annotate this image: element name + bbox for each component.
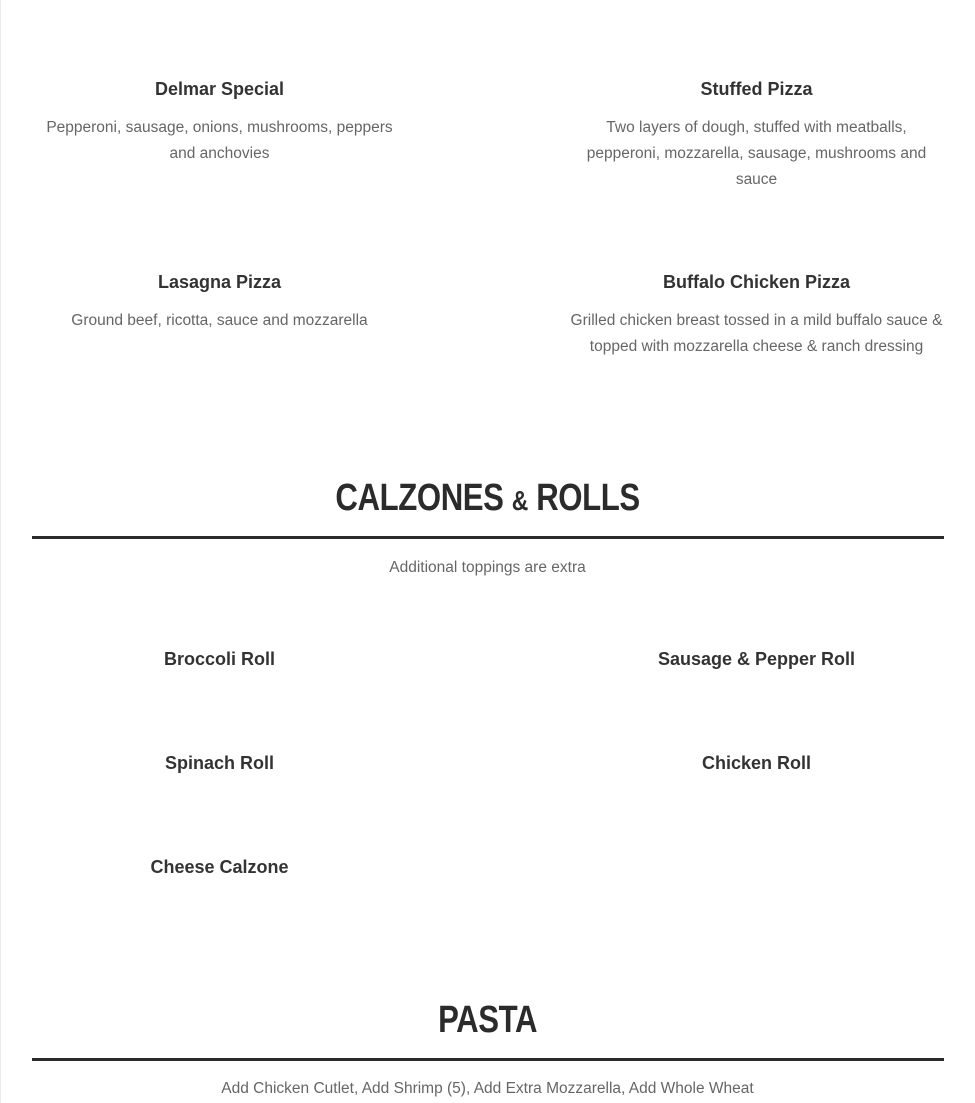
menu-item-delmar-special [32,78,407,167]
menu-item-name: Lasagna Pizza [157,272,282,292]
menu-item-stuffed-pizza [568,78,945,193]
menu-item-description: Grilled chicken breast tossed in a mild buffalo sauce & topped with mozzarella cheese & ranch dressing [570,312,943,355]
section-title-calzones-rolls [88,476,888,523]
section-title-part: ROLLS [527,477,640,519]
section-divider [32,1058,944,1061]
menu-item-spinach-roll [32,752,407,774]
menu-item-name: Spinach Roll [164,753,274,773]
menu-item-name: Chicken Roll [701,753,812,773]
menu-item-name: Broccoli Roll [163,649,275,669]
menu-item-description: Ground beef, ricotta, sauce and mozzarella [71,312,368,329]
section-divider [32,536,944,539]
menu-item-chicken-roll [568,752,945,774]
menu-item-name: Cheese Calzone [150,857,289,877]
menu-item-description: Pepperoni, sausage, onions, mushrooms, peppers and anchovies [46,119,393,162]
section-title-pasta: PASTA [438,999,538,1041]
menu-item-broccoli-roll [32,648,407,670]
menu-item-sausage-pepper-roll [568,648,945,670]
menu-item-name: Buffalo Chicken Pizza [662,272,851,292]
menu-item-cheese-calzone [32,856,407,878]
page-edge [0,0,1,1103]
menu-item-name: Stuffed Pizza [700,79,813,99]
section-note: Add Chicken Cutlet, Add Shrimp (5), Add Extra Mozzarella, Add Whole Wheat [221,1080,754,1097]
menu-item-name: Delmar Special [154,79,285,99]
menu-item-description: Two layers of dough, stuffed with meatballs, pepperoni, mozzarella, sausage, mushrooms and sauce [586,119,927,188]
section-title-part: CALZONES [335,477,512,519]
menu-item-name: Sausage & Pepper Roll [657,649,856,669]
menu-item-buffalo-chicken-pizza [568,271,945,360]
section-note: Additional toppings are extra [389,559,586,576]
menu-item-lasagna-pizza [32,271,407,334]
section-title-ampersand: & [511,485,528,516]
